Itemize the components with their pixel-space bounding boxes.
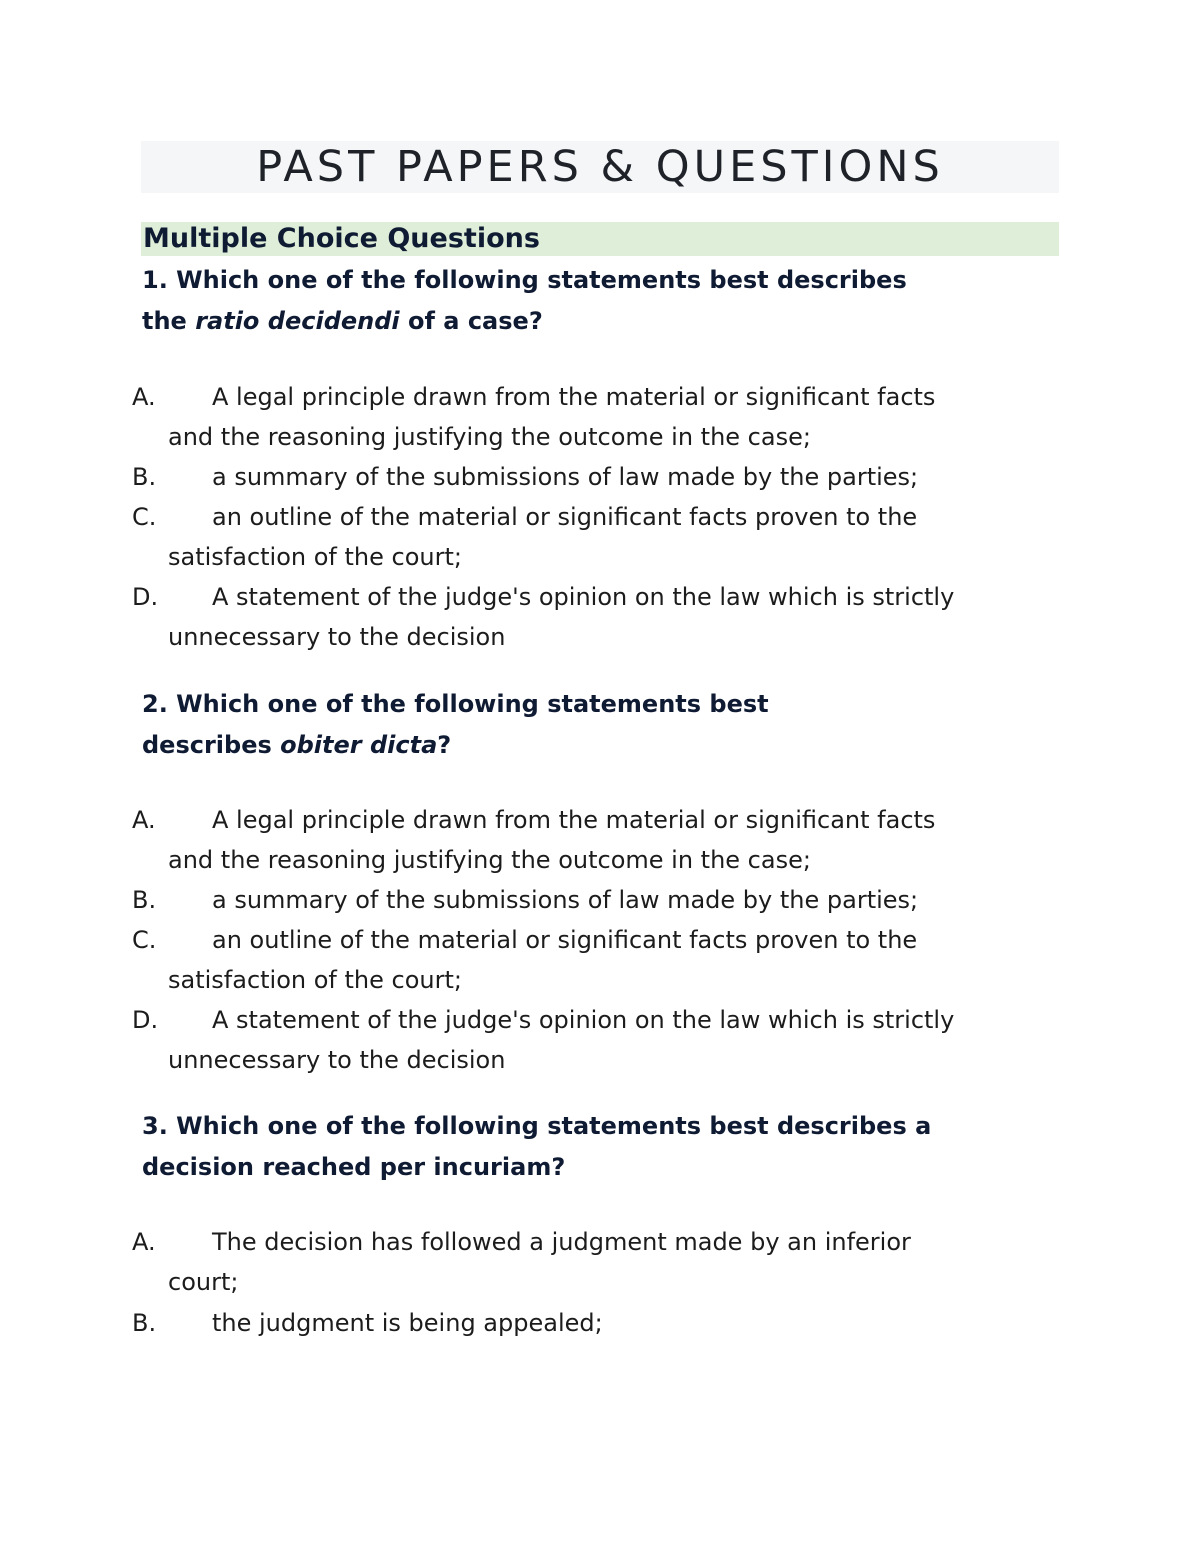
question-2-option-a xyxy=(132,800,1042,880)
option-text-continued: and the reasoning justifying the outcome in the case; xyxy=(168,846,811,874)
option-letter: C. xyxy=(132,503,157,531)
question-1-option-c xyxy=(132,497,1042,577)
question-1 xyxy=(142,260,1042,342)
question-3 xyxy=(142,1106,1042,1188)
question-3-text: decision reached per incuriam? xyxy=(142,1153,566,1181)
page-title: PAST PAPERS & QUESTIONS xyxy=(256,142,944,192)
option-text: A legal principle drawn from the material or significant facts xyxy=(212,383,936,411)
question-3-line2 xyxy=(142,1147,1042,1188)
question-1-text-post: of a case? xyxy=(399,307,543,335)
option-text-continued: unnecessary to the decision xyxy=(168,1046,506,1074)
question-1-line1: 1. Which one of the following statements best describes xyxy=(142,266,907,294)
question-2-text-pre: describes xyxy=(142,731,281,759)
question-3-line1: 3. Which one of the following statements best describes a xyxy=(142,1112,932,1140)
question-1-line2 xyxy=(142,301,1042,342)
option-letter: B. xyxy=(132,463,157,491)
question-3-option-a xyxy=(132,1222,1042,1302)
option-letter: B. xyxy=(132,1309,157,1337)
option-letter: A. xyxy=(132,806,156,834)
option-text: The decision has followed a judgment made by an inferior xyxy=(212,1228,911,1256)
question-2-option-d xyxy=(132,1000,1042,1080)
question-1-option-d xyxy=(132,577,1042,657)
option-letter: C. xyxy=(132,926,157,954)
option-letter: B. xyxy=(132,886,157,914)
question-2-italic-term: obiter dicta xyxy=(280,731,438,759)
option-text: a summary of the submissions of law made by the parties; xyxy=(212,886,919,914)
section-heading: Multiple Choice Questions xyxy=(143,223,540,254)
option-letter: A. xyxy=(132,1228,156,1256)
option-text: A statement of the judge's opinion on the law which is strictly xyxy=(212,583,955,611)
option-text-continued: satisfaction of the court; xyxy=(168,543,462,571)
question-2-option-b xyxy=(132,880,1042,920)
option-letter: A. xyxy=(132,383,156,411)
question-2-line1: 2. Which one of the following statements best xyxy=(142,690,769,718)
option-text-continued: and the reasoning justifying the outcome in the case; xyxy=(168,423,811,451)
option-text: an outline of the material or significant facts proven to the xyxy=(212,503,918,531)
question-1-option-b xyxy=(132,457,1042,497)
option-letter: D. xyxy=(132,1006,159,1034)
question-1-italic-term: ratio decidendi xyxy=(195,307,400,335)
option-text: a summary of the submissions of law made by the parties; xyxy=(212,463,919,491)
option-text: an outline of the material or significant facts proven to the xyxy=(212,926,918,954)
question-1-option-a xyxy=(132,377,1042,457)
question-3-option-b xyxy=(132,1303,1042,1343)
question-2-line2 xyxy=(142,725,1042,766)
option-letter: D. xyxy=(132,583,159,611)
option-text: A legal principle drawn from the material or significant facts xyxy=(212,806,936,834)
question-2-text-post: ? xyxy=(437,731,452,759)
title-banner xyxy=(141,141,1059,193)
question-1-text-pre: the xyxy=(142,307,196,335)
option-text: the judgment is being appealed; xyxy=(212,1309,603,1337)
option-text-continued: unnecessary to the decision xyxy=(168,623,506,651)
question-2 xyxy=(142,684,1042,766)
option-text-continued: satisfaction of the court; xyxy=(168,966,462,994)
option-text-continued: court; xyxy=(168,1268,239,1296)
option-text: A statement of the judge's opinion on the law which is strictly xyxy=(212,1006,955,1034)
question-2-option-c xyxy=(132,920,1042,1000)
